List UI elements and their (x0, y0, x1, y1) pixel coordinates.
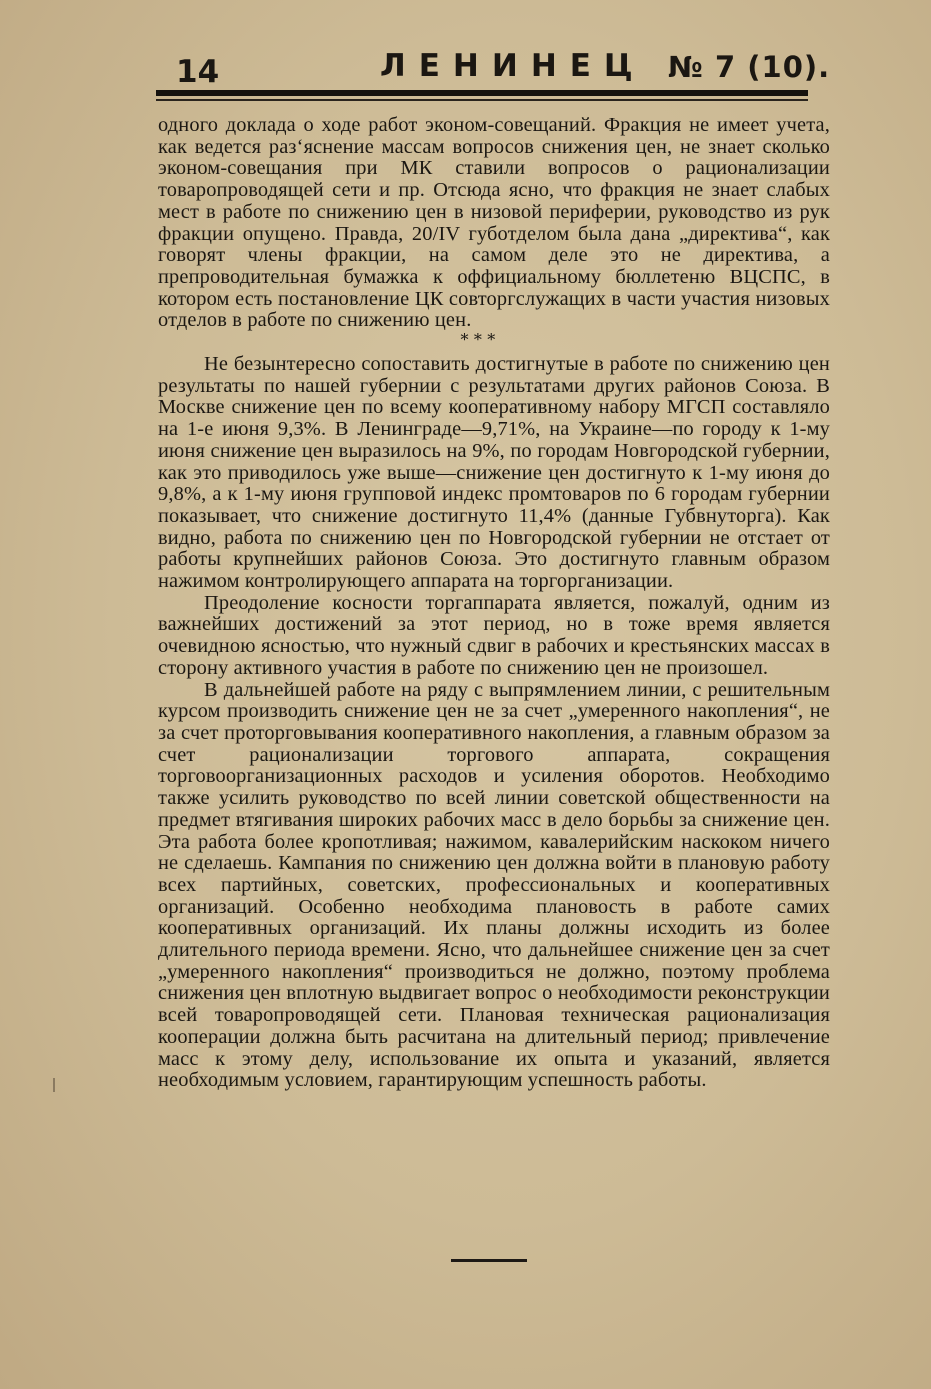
header-rule-thin (156, 99, 808, 101)
paragraph-1: одного доклада о ходе работ эконом-совещаний. Фракция не имеет учета, как ведется раз‘яснение массам вопросов снижения цен, не знает сколько эконом-совещания при МК ставили вопросов о рационализации товаропроводящей сети и пр. Отсюда ясно, что фракция не знает слабых мест в работе по снижению цен в низовой периферии, руководство из рук фракции опущено. Правда, 20/IV губотделом была дана „директива“, как говорят члены фракции, на самом деле это не директива, а препроводительная бумажка к оффициальному бюллетеню ВЦСПС, в котором есть постановление ЦК совторгслужащих в части участия низовых отделов в работе по снижению цен. (158, 114, 830, 332)
article-body (158, 115, 830, 1092)
header-rule-thick (156, 90, 808, 96)
end-rule (451, 1259, 527, 1262)
asterism-glyph: * * * (460, 330, 496, 350)
page-header (0, 0, 931, 110)
paragraph-2: Не безынтересно сопоставить достигнутые в работе по снижению цен результаты по нашей губернии с результатами других районов Союза. В Москве снижение цен по всему кооперативному набору МГСП составляло на 1-е июня 9,3%. В Ленинграде—9,71%, на Украине—по городу к 1-му июня снижение цен выразилось на 9%, по городам Новгородской губернии, как это приводилось уже выше—снижение цен достигнуто к 1-му июня до 9,8%, а к 1-му июня групповой индекс промтоваров по 6 городам губернии показывает, что снижение достигнуто 11,4% (данные Губвнуторга). Как видно, работа по снижению цен по Новгородской губернии не отстает от работы крупнейших районов Союза. Это достигнуто главным образом нажимом контролирующего аппарата на торгорганизации. (158, 353, 830, 593)
margin-mark (53, 1078, 55, 1092)
journal-title: ЛЕНИНЕЦ (380, 48, 646, 84)
section-asterism (158, 332, 830, 354)
page-number: 14 (176, 54, 220, 90)
issue-number: № 7 (10). (668, 50, 831, 84)
paragraph-3: Преодоление косности торгаппарата является, пожалуй, одним из важнейших достижений за этот период, но в тоже время является очевидною ясностью, что нужный сдвиг в рабочих и крестьянских массах в сторону активного участия в работе по снижению цен не произошел. (158, 591, 830, 679)
paragraph-4: В дальнейшей работе на ряду с выпрямлением линии, с решительным курсом производить снижение цен не за счет „умеренного накопления“, не за счет проторговывания кооперативного накопления, а главным образом за счет рационализации торгового аппарата, сокращения торговоорганизационных расходов и усиления оборотов. Необходимо также усилить руководство по всей линии советской общественности на предмет втягивания широких рабочих масс в дело борьбы за снижение цен. Эта работа более кропотливая; нажимом, кавалерийским наскоком ничего не сделаешь. Кампания по снижению цен должна войти в плановую работу всех партийных, советских, профессиональных и кооперативных организаций. Особенно необходима плановость в работе самих кооперативных организаций. Их планы должны исходить из более длительного периода времени. Ясно, что дальнейшее снижение цен за счет „умеренного накопления“ производиться не должно, поэтому проблема снижения цен вплотную выдвигает вопрос о необходимости реконструкции всей товаропроводящей сети. Плановая техническая рационализация кооперации должна быть расчитана на длительный период; привлечение масс к этому делу, использование их опыта и указаний, является необходимым условием, гарантирующим успешность работы. (158, 678, 830, 1092)
